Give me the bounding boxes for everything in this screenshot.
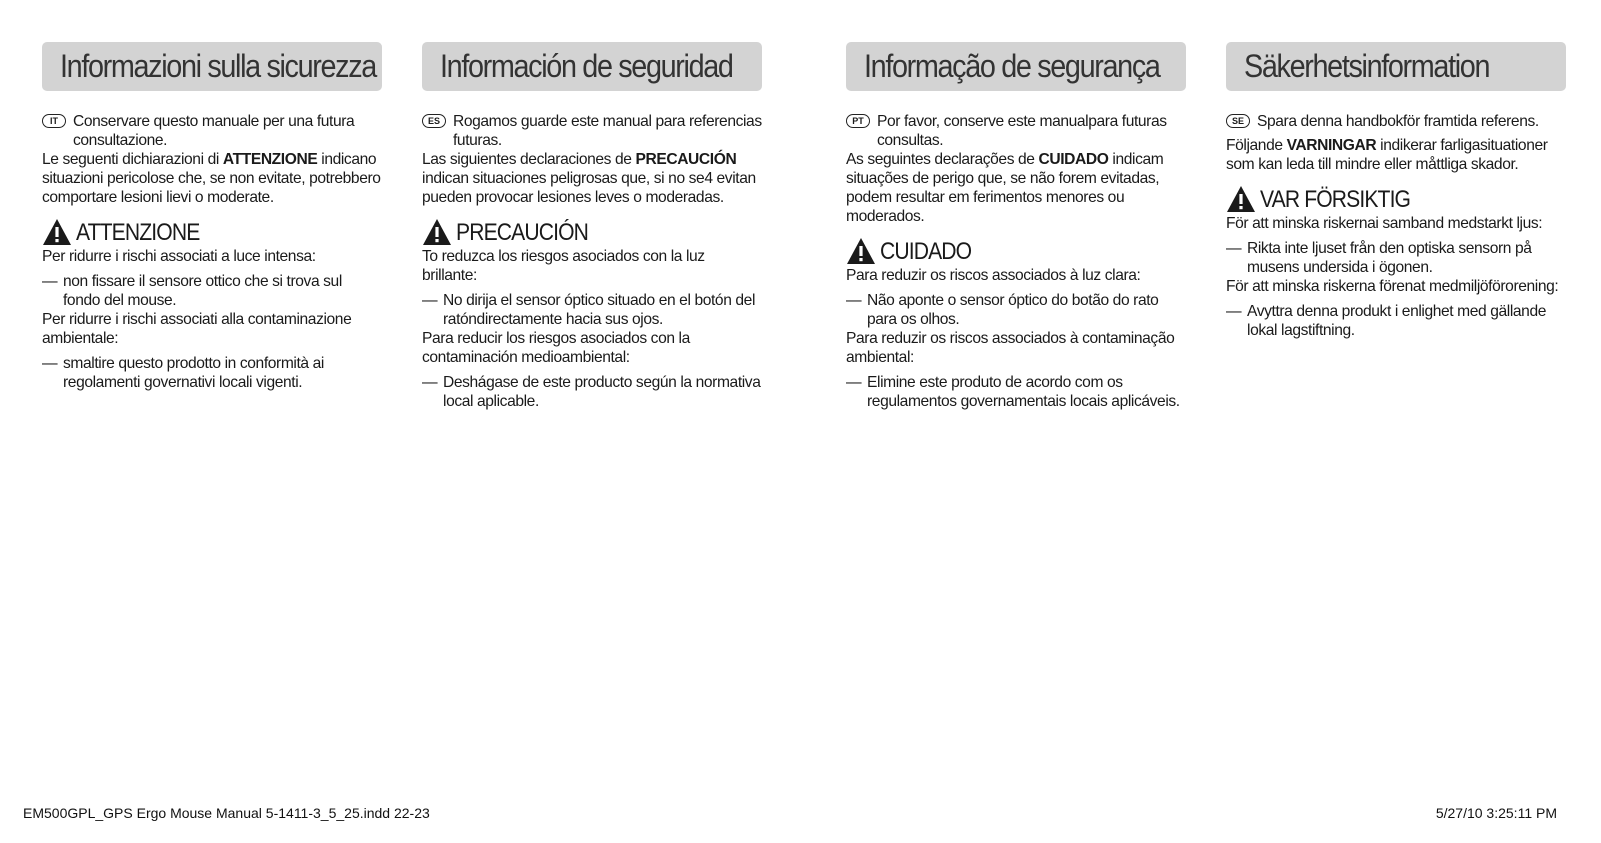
light-risk-bullet	[42, 272, 382, 310]
light-risk-intro: Para reduzir os riscos associados à luz clara:	[846, 267, 1141, 284]
declaration-text	[846, 150, 1186, 226]
bullet-dash: —	[846, 292, 862, 309]
bullet-text: smaltire questo prodotto in conformità ai regolamenti governativi locali vigenti.	[63, 355, 324, 391]
warning-heading	[422, 217, 762, 247]
bullet-text: Rikta inte ljuset från den optiska sensorn på musens undersida i ögonen.	[1247, 240, 1532, 276]
section-it	[42, 42, 382, 392]
language-badge: ES	[422, 114, 446, 128]
section-title: Informazioni sulla sicurezza	[60, 48, 376, 84]
section-se	[1226, 42, 1566, 340]
section-title-bar	[422, 42, 762, 91]
bullet-dash: —	[1226, 240, 1242, 257]
warning-triangle-icon	[422, 218, 452, 246]
declaration-text	[1226, 136, 1566, 174]
warning-heading	[846, 236, 1186, 266]
env-risk-intro: Para reduzir os riscos associados à contaminação ambiental:	[846, 330, 1175, 366]
keep-manual-text: Conservare questo manuale per una futura consultazione.	[73, 113, 355, 149]
bullet-dash: —	[422, 292, 438, 309]
keep-manual-text: Spara denna handbokför framtida referens.	[1257, 113, 1539, 130]
bullet-text: Não aponte o sensor óptico do botão do rato para os olhos.	[867, 292, 1159, 328]
footer-timestamp: 5/27/10 3:25:11 PM	[1435, 805, 1557, 821]
warning-triangle-icon	[42, 218, 72, 246]
warning-heading	[1226, 184, 1566, 214]
bullet-dash: —	[1226, 303, 1242, 320]
env-risk-intro: För att minska riskerna förenat medmiljöförorening:	[1226, 278, 1559, 295]
warning-label: ATTENZIONE	[76, 218, 200, 246]
declaration-prefix: Le seguenti dichiarazioni di	[42, 151, 223, 168]
warning-label: CUIDADO	[880, 237, 972, 265]
env-risk-bullet	[846, 373, 1186, 411]
declaration-suffix: indicano situazioni pericolose che, se non evitate, potrebbero comportare lesioni lievi o moderate.	[42, 151, 381, 206]
declaration-text	[422, 150, 762, 207]
keep-manual-text: Por favor, conserve este manualpara futuras consultas.	[877, 113, 1167, 149]
env-risk-bullet	[422, 373, 762, 411]
declaration-suffix: indican situaciones peligrosas que, si no se4 evitan pueden provocar lesiones leves o moderadas.	[422, 170, 756, 206]
bullet-text: Avyttra denna produkt i enlighet med gällande lokal lagstiftning.	[1247, 303, 1546, 339]
declaration-keyword: PRECAUCIÓN	[635, 151, 737, 168]
bullet-text: Deshágase de este producto según la normativa local aplicable.	[443, 374, 761, 410]
declaration-prefix: Las siguientes declaraciones de	[422, 151, 636, 168]
warning-heading	[42, 217, 382, 247]
env-risk-intro: Para reducir los riesgos asociados con la contaminación medioambiental:	[422, 330, 690, 366]
section-title-bar	[42, 42, 382, 91]
warning-label: PRECAUCIÓN	[456, 218, 589, 246]
keep-manual-note	[422, 112, 762, 150]
keep-manual-text: Rogamos guarde este manual para referencias futuras.	[453, 113, 762, 149]
light-risk-bullet	[1226, 239, 1566, 277]
light-risk-intro: Per ridurre i rischi associati a luce intensa:	[42, 248, 316, 265]
section-pt	[846, 42, 1186, 411]
keep-manual-note	[42, 112, 382, 150]
warning-triangle-icon	[846, 237, 876, 265]
declaration-suffix: indikerar farligasituationer som kan leda till mindre eller måttliga skador.	[1226, 137, 1548, 173]
env-risk-bullet	[1226, 302, 1566, 340]
bullet-text: No dirija el sensor óptico situado en el botón del ratóndirectamente hacia sus ojos.	[443, 292, 756, 328]
light-risk-intro: För att minska riskernai samband medstarkt ljus:	[1226, 215, 1543, 232]
declaration-keyword: VARNINGAR	[1286, 137, 1377, 154]
warning-triangle-icon	[1226, 185, 1256, 213]
section-title-bar	[1226, 42, 1566, 91]
language-badge: PT	[846, 114, 870, 128]
declaration-prefix: Följande	[1226, 137, 1287, 154]
section-es	[422, 42, 762, 411]
declaration-suffix: indicam situações de perigo que, se não forem evitadas, podem resultar em ferimentos menores ou moderados.	[846, 151, 1164, 225]
declaration-keyword: ATTENZIONE	[222, 151, 318, 168]
declaration-keyword: CUIDADO	[1038, 151, 1109, 168]
language-badge: SE	[1226, 114, 1250, 128]
footer-file-info: EM500GPL_GPS Ergo Mouse Manual 5-1411-3_5_25.indd 22-23	[23, 805, 430, 821]
declaration-prefix: As seguintes declarações de	[846, 151, 1039, 168]
bullet-dash: —	[42, 355, 58, 372]
bullet-text: Elimine este produto de acordo com os regulamentos governamentais locais aplicáveis.	[867, 374, 1180, 410]
warning-label: VAR FÖRSIKTIG	[1260, 185, 1411, 213]
light-risk-bullet	[422, 291, 762, 329]
declaration-text	[42, 150, 382, 207]
section-title-bar	[846, 42, 1186, 91]
section-title: Información de seguridad	[440, 48, 733, 84]
bullet-dash: —	[846, 374, 862, 391]
bullet-text: non fissare il sensore ottico che si trova sul fondo del mouse.	[63, 273, 342, 309]
light-risk-bullet	[846, 291, 1186, 329]
env-risk-bullet	[42, 354, 382, 392]
bullet-dash: —	[42, 273, 58, 290]
light-risk-intro: To reduzca los riesgos asociados con la luz brillante:	[422, 248, 705, 284]
section-title: Informação de segurança	[864, 48, 1160, 84]
env-risk-intro: Per ridurre i rischi associati alla contaminazione ambientale:	[42, 311, 352, 347]
keep-manual-note	[1226, 112, 1566, 131]
section-title: Säkerhetsinformation	[1244, 48, 1490, 84]
bullet-dash: —	[422, 374, 438, 391]
keep-manual-note	[846, 112, 1186, 150]
language-badge: IT	[42, 114, 66, 128]
